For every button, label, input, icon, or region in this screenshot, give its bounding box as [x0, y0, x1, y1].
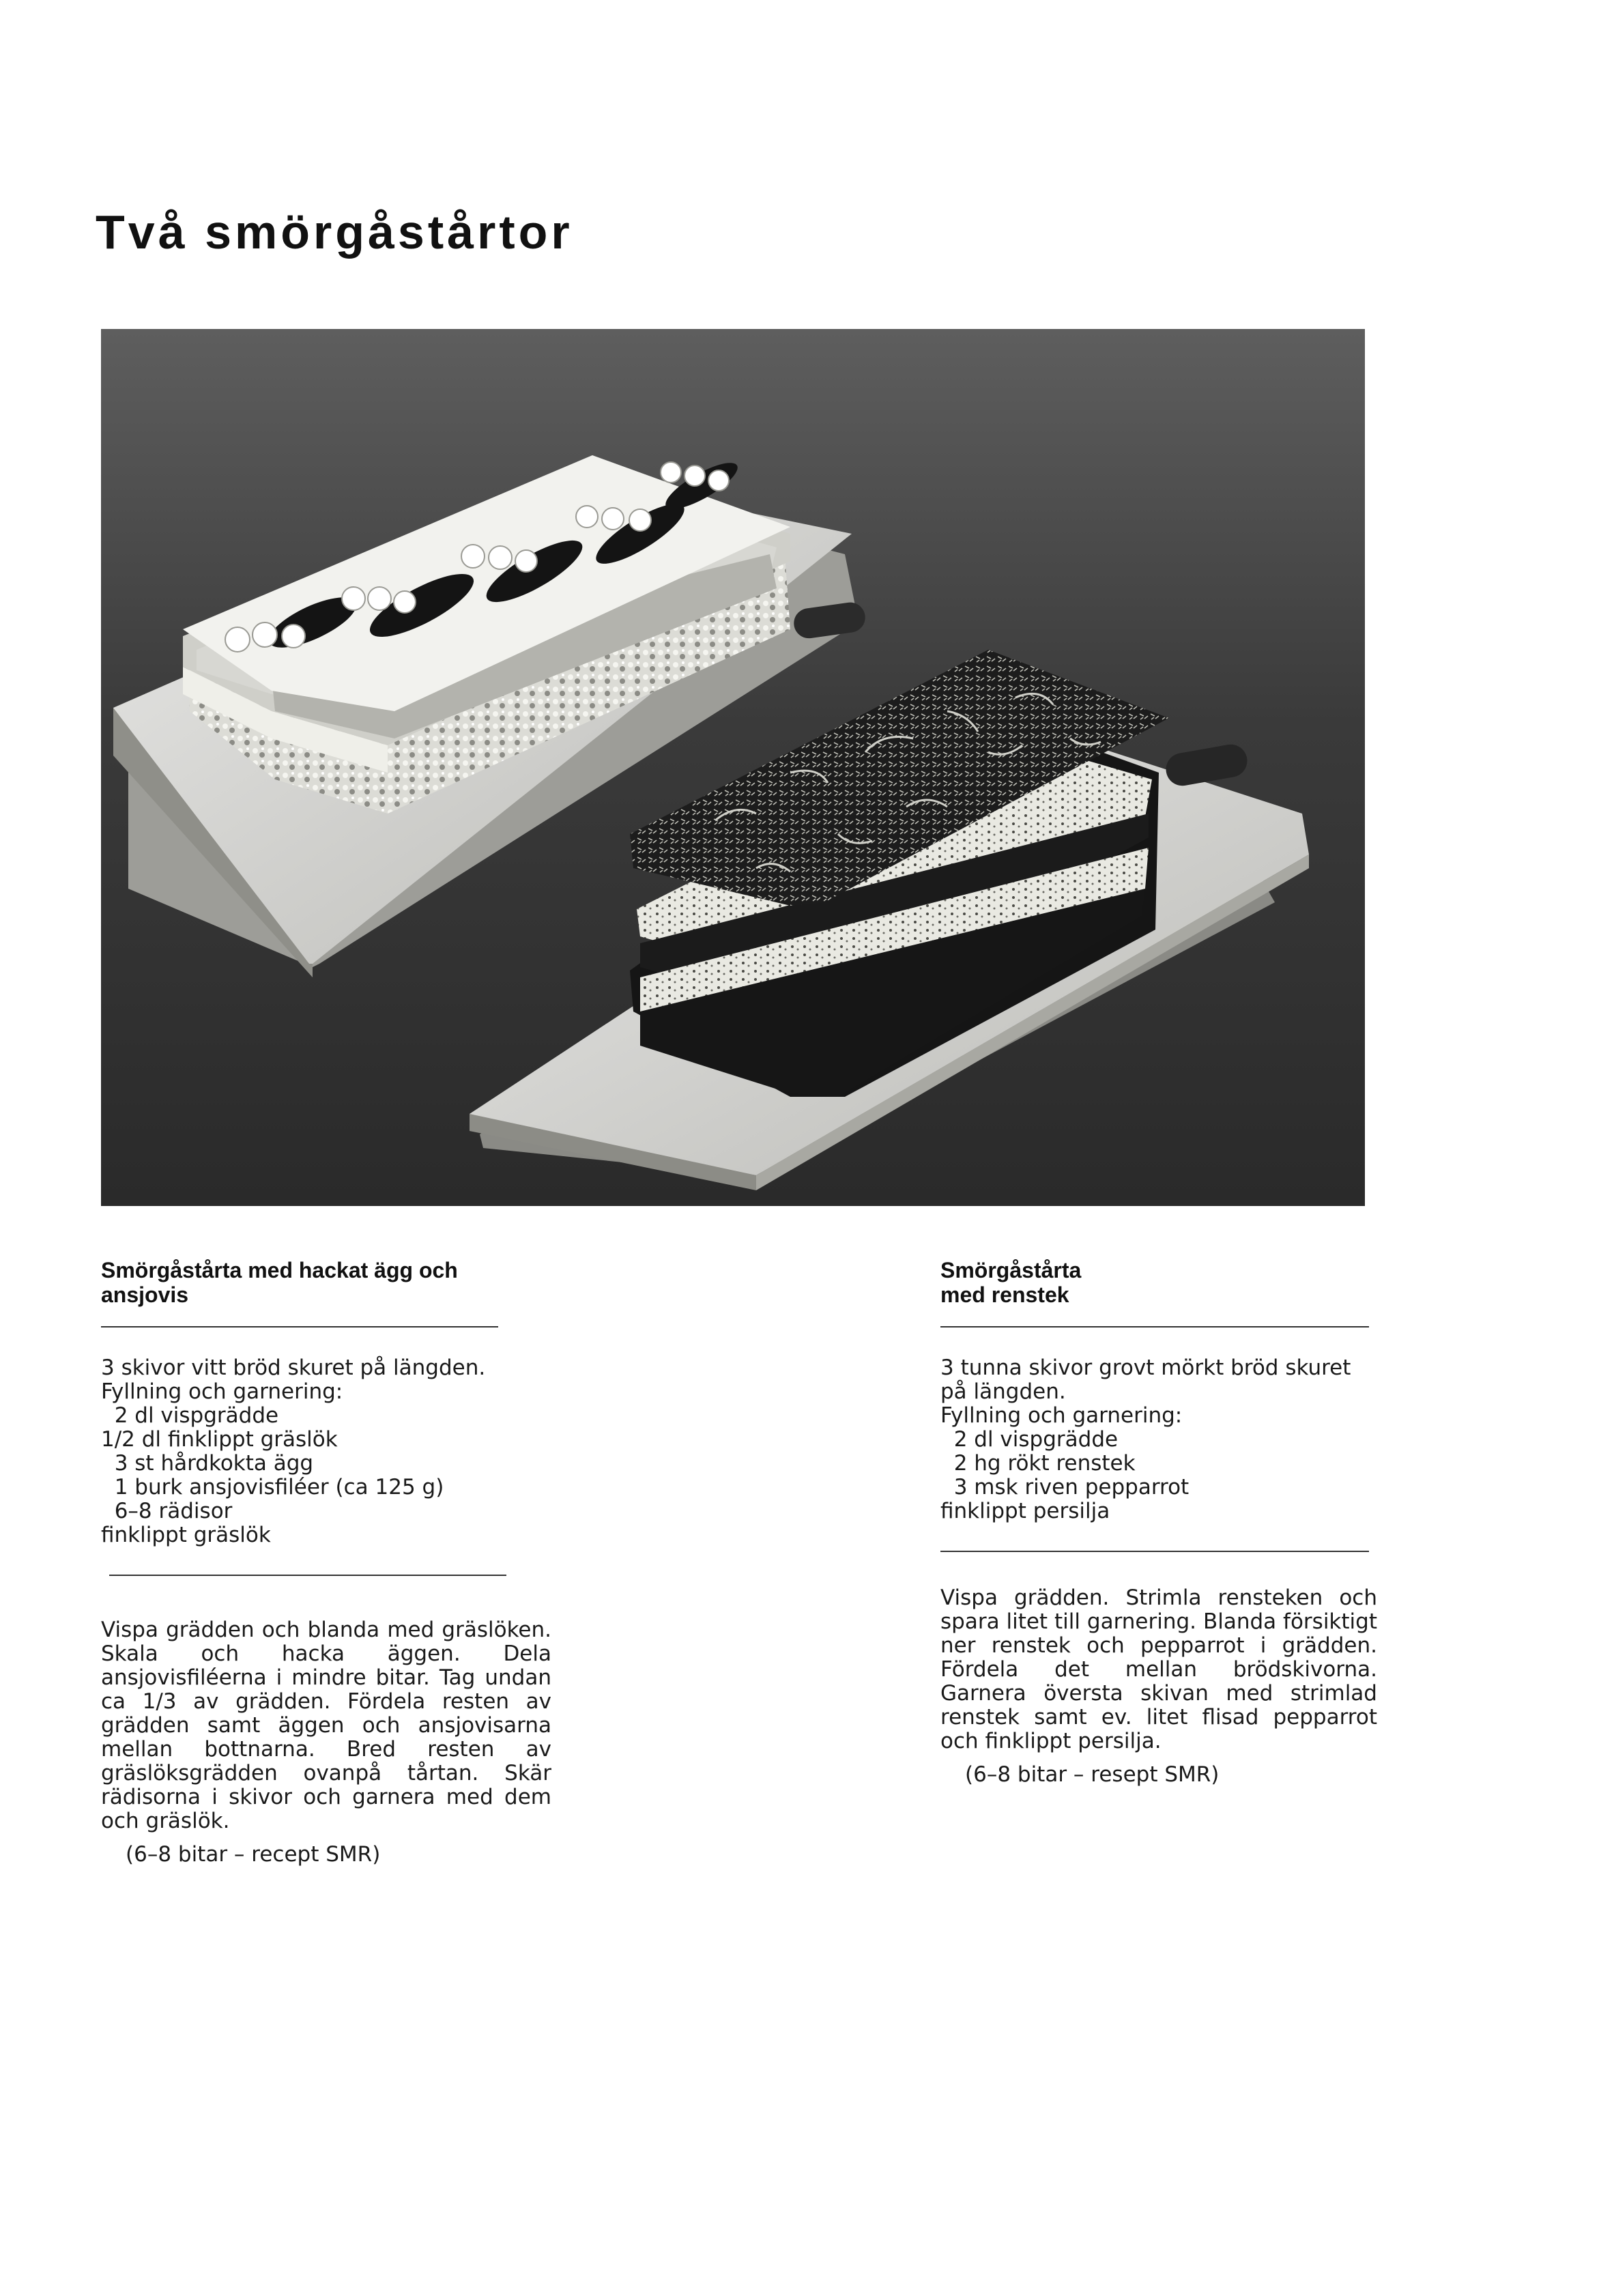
recipe-yield: (6–8 bitar – recept SMR): [126, 1842, 381, 1867]
recipe-title: Smörgåstårta med renstek: [940, 1258, 1082, 1307]
list-item: 2 dl vispgrädde: [940, 1427, 1119, 1452]
recipe-reindeer: [940, 1258, 1377, 1787]
list-item: 6–8 rädisor: [101, 1499, 233, 1523]
photo-illustration: [101, 329, 1365, 1206]
recipe-yield: (6–8 bitar – resept SMR): [965, 1762, 1220, 1787]
recipe-method: Vispa grädden. Strimla rensteken och spara litet till garnering. Blanda försiktigt ner renstek och pepparrot i grädden. Fördela det mellan brödskivorna. Garnera översta skivan med strimlad renstek samt ev. litet flisad pepparrot och finklippt persilja.: [940, 1585, 1377, 1753]
filling-label: Fyllning och garnering:: [940, 1403, 1183, 1428]
list-item: finklippt persilja: [940, 1499, 1110, 1523]
list-item: 2 hg rökt renstek: [940, 1451, 1136, 1476]
list-item: 2 dl vispgrädde: [101, 1403, 279, 1428]
divider: [940, 1551, 1369, 1552]
divider: [940, 1326, 1369, 1328]
recipe-intro: 3 tunna skivor grovt mörkt bröd skuret på längden.: [940, 1355, 1351, 1404]
recipe-intro: 3 skivor vitt bröd skuret på längden.: [101, 1355, 486, 1380]
divider: [109, 1575, 506, 1576]
filling-label: Fyllning och garnering:: [101, 1379, 343, 1404]
photo-sandwich-cakes: [101, 329, 1365, 1206]
page-title: Två smörgåstårtor: [96, 205, 573, 259]
list-item: 1 burk ansjovisfiléer (ca 125 g): [101, 1475, 444, 1499]
recipe-egg-anchovy: [101, 1258, 551, 1867]
ingredient-list: [940, 1428, 1377, 1523]
list-item: 3 msk riven pepparrot: [940, 1475, 1190, 1499]
recipe-method: Vispa grädden och blanda med gräslöken. Skala och hacka äggen. Dela ansjovisfiléerna i mindre bitar. Tag undan ca 1/3 av grädden. Fördela resten av grädden samt äggen och ansjovisarna mellan bottnarna. Bred resten av gräslöksgrädden ovanpå tårtan. Skär rädisorna i skivor och garnera med dem och gräslök.: [101, 1618, 551, 1833]
recipe-title: Smörgåstårta med hackat ägg och ansjovis: [101, 1258, 458, 1307]
list-item: finklippt gräslök: [101, 1523, 271, 1547]
list-item: 3 st hårdkokta ägg: [101, 1451, 314, 1476]
ingredient-list: [101, 1404, 538, 1547]
list-item: 1/2 dl finklippt gräslök: [101, 1427, 338, 1452]
divider: [101, 1326, 498, 1328]
